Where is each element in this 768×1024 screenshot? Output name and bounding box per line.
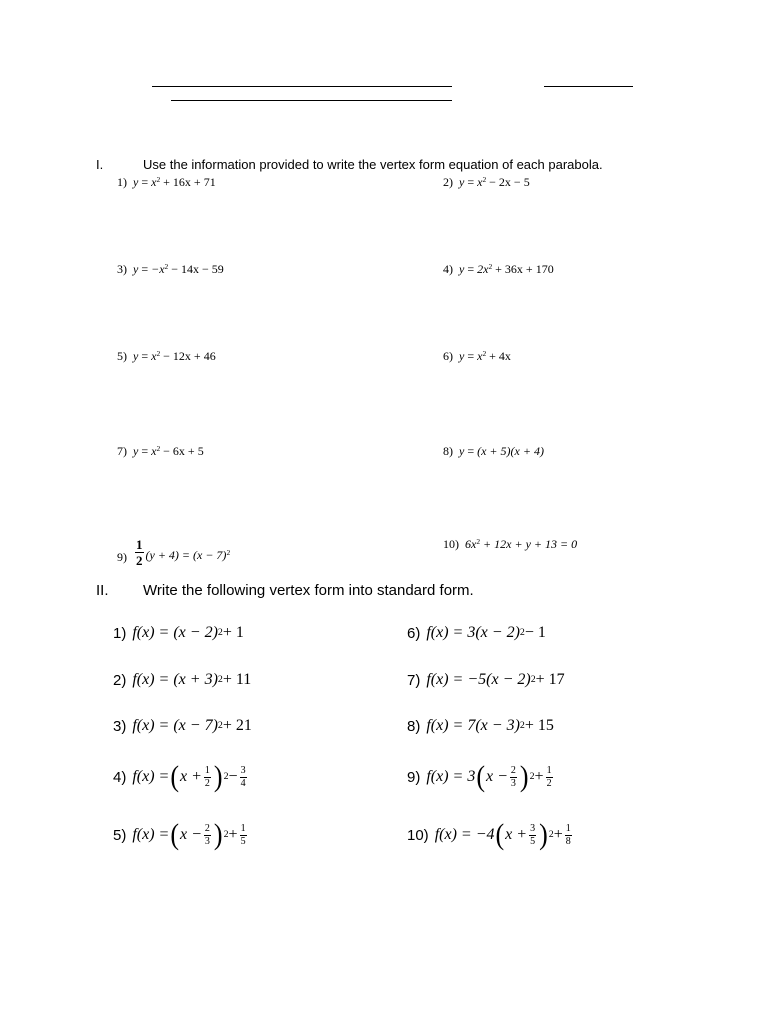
s2-problem-number: 5) [113, 826, 127, 844]
s1-problem-number: 9) [117, 550, 127, 564]
s1-problem-number: 10) [443, 537, 459, 551]
s1-problem-7: 7) $y = x^2 - 6x + 5$ [117, 443, 204, 458]
s2-problem-7: 7) f(x) = −5(x − 2) 2 + 17 [407, 671, 565, 689]
s2-problem-3: 3) f(x) = (x − 7) 2 + 21 [113, 717, 252, 735]
s2-problem-number: 4) [113, 768, 127, 786]
s2-problem-1: 1) f(x) = (x − 2) 2 + 1 [113, 624, 244, 642]
s1-problem-number: 3) [117, 262, 127, 276]
s2-problem-9: 9) f(x) = 3 ( x − $\frac{2}{3}$ ) 2 + $\frac{1}{2}$ [407, 759, 552, 794]
fraction: $\frac{1}{5}$ [240, 822, 246, 847]
fraction: $\frac{3}{5}$ [530, 822, 536, 847]
s1-problem-10: 10) $6x^2 + 12x + y + 13 = 0$ [443, 536, 578, 551]
s1-problem-number: 5) [117, 349, 127, 363]
s1-problem-5: 5) $y = x^2 - 12x + 46$ [117, 348, 216, 363]
fraction: $\frac{1}{2}$ [204, 764, 210, 789]
s1-problem-number: 6) [443, 349, 453, 363]
fraction: $\frac{1}{2}$ [546, 764, 552, 789]
s2-problem-number: 9) [407, 768, 421, 786]
section1-instruction: Use the information provided to write the vertex form equation of each parabola. [143, 157, 603, 172]
s2-problem-number: 1) [113, 624, 127, 642]
s1-problem-4: 4) $y = 2x^2 + 36x + 170$ [443, 261, 554, 276]
s2-problem-number: 10) [407, 826, 429, 844]
s2-problem-8: 8) f(x) = 7(x − 3) 2 + 15 [407, 717, 554, 735]
s2-problem-number: 3) [113, 717, 127, 735]
date-line [544, 86, 633, 87]
s2-problem-10: 10) f(x) = −4 ( x + $\frac{3}{5}$ ) 2 + $\frac{1}{8}$ [407, 817, 571, 852]
s1-problem-number: 7) [117, 444, 127, 458]
s1-problem-8: 8) y = (x + 5)(x + 4) [443, 444, 544, 458]
fraction: $\frac{2}{3}$ [204, 822, 210, 847]
s2-problem-5: 5) f(x) = ( x − $\frac{2}{3}$ ) 2 + $\frac{1}{5}$ [113, 817, 246, 852]
s2-problem-number: 8) [407, 717, 421, 735]
section2-instruction: Write the following vertex form into standard form. [143, 582, 474, 599]
fraction: $\frac{2}{3}$ [510, 764, 516, 789]
s2-problem-2: 2) f(x) = (x + 3) 2 + 11 [113, 671, 252, 689]
s1-problem-number: 4) [443, 262, 453, 276]
s2-problem-6: 6) f(x) = 3(x − 2) 2 − 1 [407, 624, 546, 642]
s1-problem-2: 2) $y = x^2 - 2x - 5$ [443, 174, 530, 189]
section1-numeral: I. [96, 157, 104, 172]
s2-problem-number: 2) [113, 671, 127, 689]
name-line-2 [171, 100, 452, 101]
s1-problem-1: 1) $y = x^2 + 16x + 71$ [117, 174, 216, 189]
name-line-1 [152, 86, 452, 87]
s2-problem-4: 4) f(x) = ( x + $\frac{1}{2}$ ) 2 − $\frac{3}{4}$ [113, 759, 246, 794]
s1-problem-6: 6) $y = x^2 + 4x$ [443, 348, 511, 363]
section2-numeral: II. [96, 582, 109, 599]
s1-problem-9: 9) $\frac{1}{2}$ $(y + 4) = (x - 7)^2$ [117, 537, 231, 568]
fraction: $\frac{1}{8}$ [565, 822, 571, 847]
s1-problem-number: 1) [117, 175, 127, 189]
fraction: $\frac{3}{4}$ [240, 764, 246, 789]
s1-problem-number: 8) [443, 444, 453, 458]
s1-problem-number: 2) [443, 175, 453, 189]
s2-problem-number: 6) [407, 624, 421, 642]
s2-problem-number: 7) [407, 671, 421, 689]
s1-problem-3: 3) $y = -x^2 - 14x - 59$ [117, 261, 224, 276]
fraction: $\frac{1}{2}$ [136, 537, 143, 568]
